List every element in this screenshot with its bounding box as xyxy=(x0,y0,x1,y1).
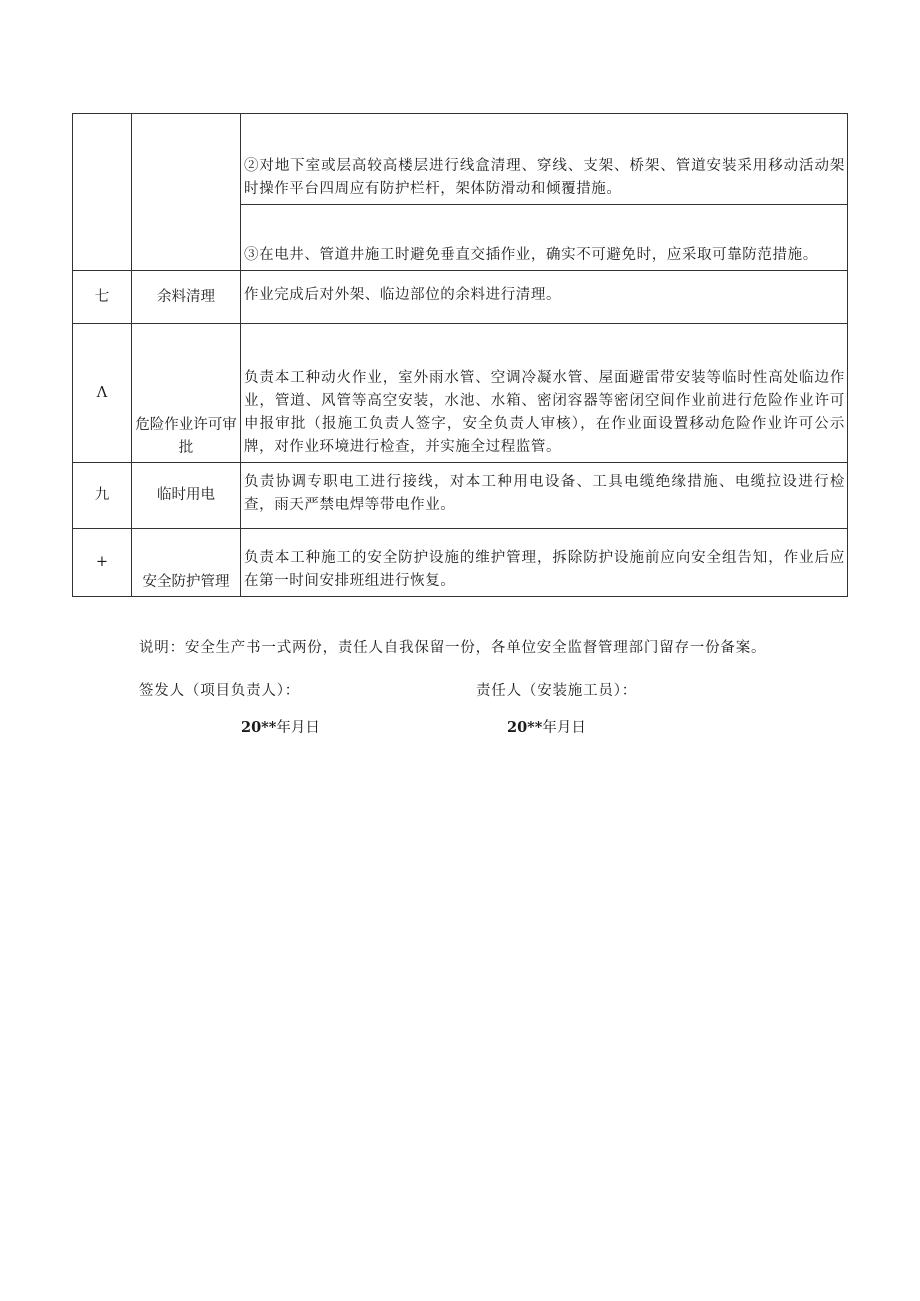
responsible-label: 责任人（安装施工员）： xyxy=(476,683,638,699)
table-row xyxy=(73,114,848,205)
row-item: 余料清理 xyxy=(132,271,241,324)
responsible-date-suffix: 年月日 xyxy=(542,720,586,736)
row-content: 负责协调专职电工进行接线，对本工种用电设备、工具电缆绝缘措施、电缆拉设进行检查，雨天严禁电焊等带电作业。 xyxy=(241,463,848,529)
responsible-date-year: 20** xyxy=(507,719,543,736)
responsibility-table xyxy=(72,113,848,597)
row-content: 负责本工种动火作业，室外雨水管、空调冷凝水管、屋面避雷带安装等临时性高处临边作业，管道、风管等高空安装，水池、水箱、密闭容器等密闭空间作业前进行危险作业许可申报审批（报施工负责人签字，安全负责人审核），在作业面设置移动危险作业许可公示牌，对作业环境进行检查，并实施全过程监管。 xyxy=(241,324,848,463)
row-number: + xyxy=(73,529,132,597)
row-content: 负责本工种施工的安全防护设施的维护管理，拆除防护设施前应向安全组告知，作业后应在第一时间安排班组进行恢复。 xyxy=(241,529,848,597)
table-row xyxy=(73,529,848,597)
issuer-date xyxy=(241,716,320,737)
row-item xyxy=(132,114,241,271)
table-row xyxy=(73,271,848,324)
row-number: 九 xyxy=(73,463,132,529)
row-item: 危险作业许可审批 xyxy=(132,324,241,463)
table-row xyxy=(73,463,848,529)
row-item: 临时用电 xyxy=(132,463,241,529)
row-item: 安全防护管理 xyxy=(132,529,241,597)
row-number: 七 xyxy=(73,271,132,324)
note-text: 说明：安全生产书一式两份，责任人自我保留一份，各单位安全监督管理部门留存一份备案。 xyxy=(139,640,767,656)
row-content-sub-2: ②对地下室或层高较高楼层进行线盒清理、穿线、支架、桥架、管道安装采用移动活动架时操作平台四周应有防护栏杆，架体防滑动和倾覆措施。 xyxy=(241,114,848,205)
row-content: 作业完成后对外架、临边部位的余料进行清理。 xyxy=(241,271,848,324)
table-row xyxy=(73,324,848,463)
issuer-date-suffix: 年月日 xyxy=(276,720,320,736)
issuer-label: 签发人（项目负责人）： xyxy=(139,683,301,699)
row-number xyxy=(73,114,132,271)
row-number: Λ xyxy=(73,324,132,463)
row-content-sub-3: ③在电井、管道井施工时避免垂直交插作业，确实不可避免时，应采取可靠防范措施。 xyxy=(241,205,848,271)
responsible-date xyxy=(507,716,586,737)
issuer-date-year: 20** xyxy=(241,719,277,736)
